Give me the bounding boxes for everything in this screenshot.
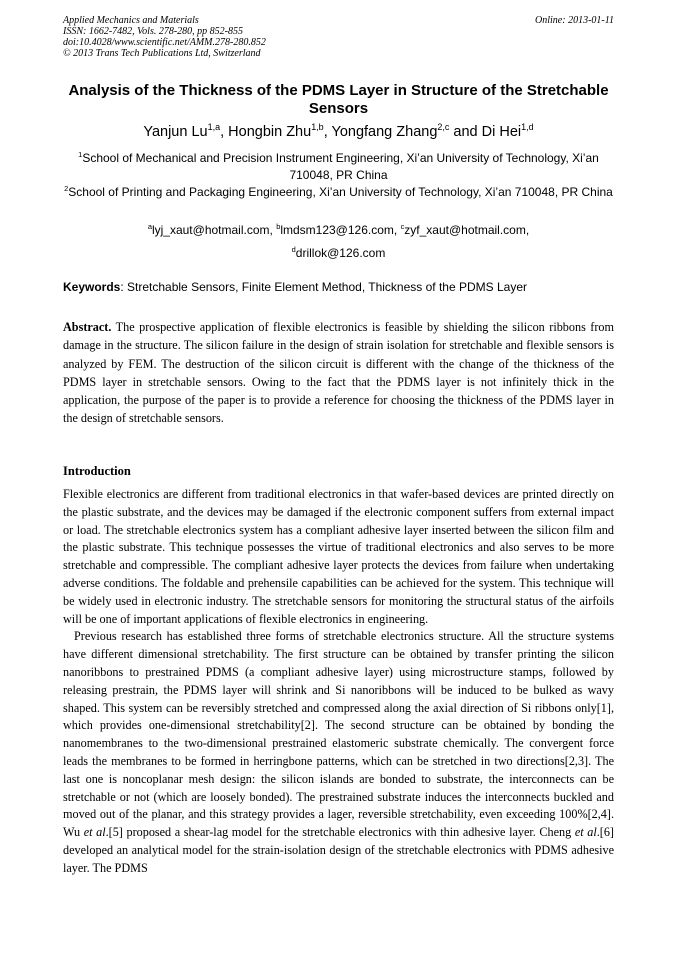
author-list bbox=[63, 123, 614, 141]
keywords-label: Keywords bbox=[63, 280, 121, 294]
affiliation-text: School of Mechanical and Precision Instrument Engineering, Xi’an University of Technology, Xi’an 710048, PR China bbox=[82, 151, 599, 182]
email-sup: b bbox=[276, 222, 281, 231]
author-emails bbox=[63, 219, 614, 265]
journal-name: Applied Mechanics and Materials bbox=[63, 15, 199, 26]
intro-p2-part-a: Previous research has established three forms of stretchable electronics structure. All the structure systems have different dimensional stretchability. The first structure can be obtained by transfer printing the silicon nanoribbons to prestrained PDMS (a compliant adhesive layer) using microstructure stamps, followed by releasing prestrain, the PDMS layer will shrink and Si nanoribbons will be induced to be bulked as wavy shaped. This system can be reversibly stretched and compressed along the axial direction of Si ribbons only[1], which provides one-dimensional stretchability[2]. The second structure can be obtained by bonding the nanomembranes to the two-dimensional prestrained elastomeric substrate chemically. The convergent force leads the membranes to be formed in herringbone patterns, which can be stretched in two directions[2,3]. The last one is noncoplanar mesh design: the silicon islands are bonded to substrate, the interconnects can be stretchable or not (which are loosely bonded). The prestrained substrate induces the interconnects buckled and moved out of the planar, and this strategy provides a lager, reversible stretchability, even exceeding 100%[2,4]. Wu bbox=[63, 629, 614, 840]
introduction-body bbox=[63, 486, 614, 878]
email-sup: d bbox=[291, 245, 296, 254]
intro-p2-part-c: .[6] developed an analytical model for the strain-isolation design of the stretchable electronics with PDMS adhesive layer. The PDMS bbox=[63, 825, 614, 875]
author bbox=[482, 124, 534, 140]
journal-info bbox=[63, 15, 266, 59]
email-sup: a bbox=[147, 222, 152, 231]
author bbox=[143, 124, 228, 140]
affiliation-text: School of Printing and Packaging Engineering, Xi’an University of Technology, Xi’an 710048, PR China bbox=[68, 185, 613, 199]
email-link[interactable]: lyj_xaut@hotmail.com, bbox=[151, 223, 277, 237]
author bbox=[228, 124, 331, 140]
abstract-text: The prospective application of flexible electronics is feasible by shielding the silicon ribbons from damage in the structure. The silicon failure in the design of strain isolation for stretchable and flexible sensors is analyzed by FEM. The destruction of the silicon circuit is different with the change of the thickness of the PDMS layer in stretchable sensors. Owing to the fact that the PDMS layer is not infinitely thick in the application, the purpose of the paper is to provide a reference for choosing the thickness of the PDMS layer in the design of stretchable sensors. bbox=[63, 320, 614, 426]
author-name: Di Hei bbox=[481, 124, 522, 140]
keywords bbox=[63, 279, 614, 295]
author-sup: 1,b bbox=[311, 122, 324, 133]
intro-p2-part-b: .[5] proposed a shear-lag model for the stretchable electronics with thin adhesive layer. Cheng bbox=[105, 825, 575, 840]
author-sup: 1,d bbox=[521, 122, 534, 133]
author-name: Yongfang Zhang bbox=[331, 124, 438, 140]
author-sep: , bbox=[323, 124, 332, 140]
email-sup: c bbox=[400, 222, 405, 231]
affiliation-1 bbox=[63, 150, 614, 184]
online-date: Online: 2013-01-11 bbox=[535, 15, 614, 26]
journal-copyright: © 2013 Trans Tech Publications Ltd, Switzerland bbox=[63, 48, 261, 59]
author-name: Yanjun Lu bbox=[143, 124, 208, 140]
intro-p2-etal-2: et al bbox=[574, 825, 597, 840]
journal-issn: ISSN: 1662-7482, Vols. 278-280, pp 852-855 bbox=[63, 26, 243, 37]
author-sup: 2,c bbox=[437, 122, 450, 133]
affiliation-sup: 2 bbox=[64, 184, 69, 193]
intro-paragraph-2 bbox=[63, 628, 614, 877]
abstract bbox=[63, 318, 614, 428]
author-name: Hongbin Zhu bbox=[228, 124, 312, 140]
intro-p2-etal-1: et al bbox=[83, 825, 106, 840]
author-sep: , bbox=[220, 124, 229, 140]
affiliation-2 bbox=[63, 184, 614, 201]
author-sup: 1,a bbox=[207, 122, 221, 133]
journal-doi[interactable]: doi:10.4028/www.scientific.net/AMM.278-280.852 bbox=[63, 37, 266, 48]
author bbox=[331, 124, 481, 140]
email-link[interactable]: zyf_xaut@hotmail.com, bbox=[404, 223, 530, 237]
email-link[interactable]: drillok@126.com bbox=[295, 246, 386, 260]
author-sep: and bbox=[449, 124, 482, 140]
abstract-label: Abstract. bbox=[63, 320, 112, 334]
keywords-text: : Stretchable Sensors, Finite Element Method, Thickness of the PDMS Layer bbox=[120, 280, 527, 294]
paper-title: Analysis of the Thickness of the PDMS Layer in Structure of the Stretchable Sensors bbox=[68, 82, 609, 117]
email-link[interactable]: lmdsm123@126.com, bbox=[280, 223, 401, 237]
intro-paragraph-1: Flexible electronics are different from traditional electronics in that wafer-based devices are printed directly on the plastic substrate, and the devices may be damaged if the electronic component suffers from external impact or load. The stretchable electronics system has a compliant adhesive layer inserted between the silicon film and the plastic substrate. This technique possesses the virtue of traditional electronics and also serves to be more stretchable and compressible. The compliant adhesive layer protects the devices from failure when undertaking adverse conditions. The foldable and prehensile capabilities can be achieved for the system. This technique will be widely used in electronic industry. The stretchable sensors for monitoring the structural status of the airfoils will be one of important applications of flexible electronics in engineering. bbox=[63, 487, 614, 626]
section-heading-introduction: Introduction bbox=[63, 464, 131, 478]
affiliation-sup: 1 bbox=[78, 150, 83, 159]
